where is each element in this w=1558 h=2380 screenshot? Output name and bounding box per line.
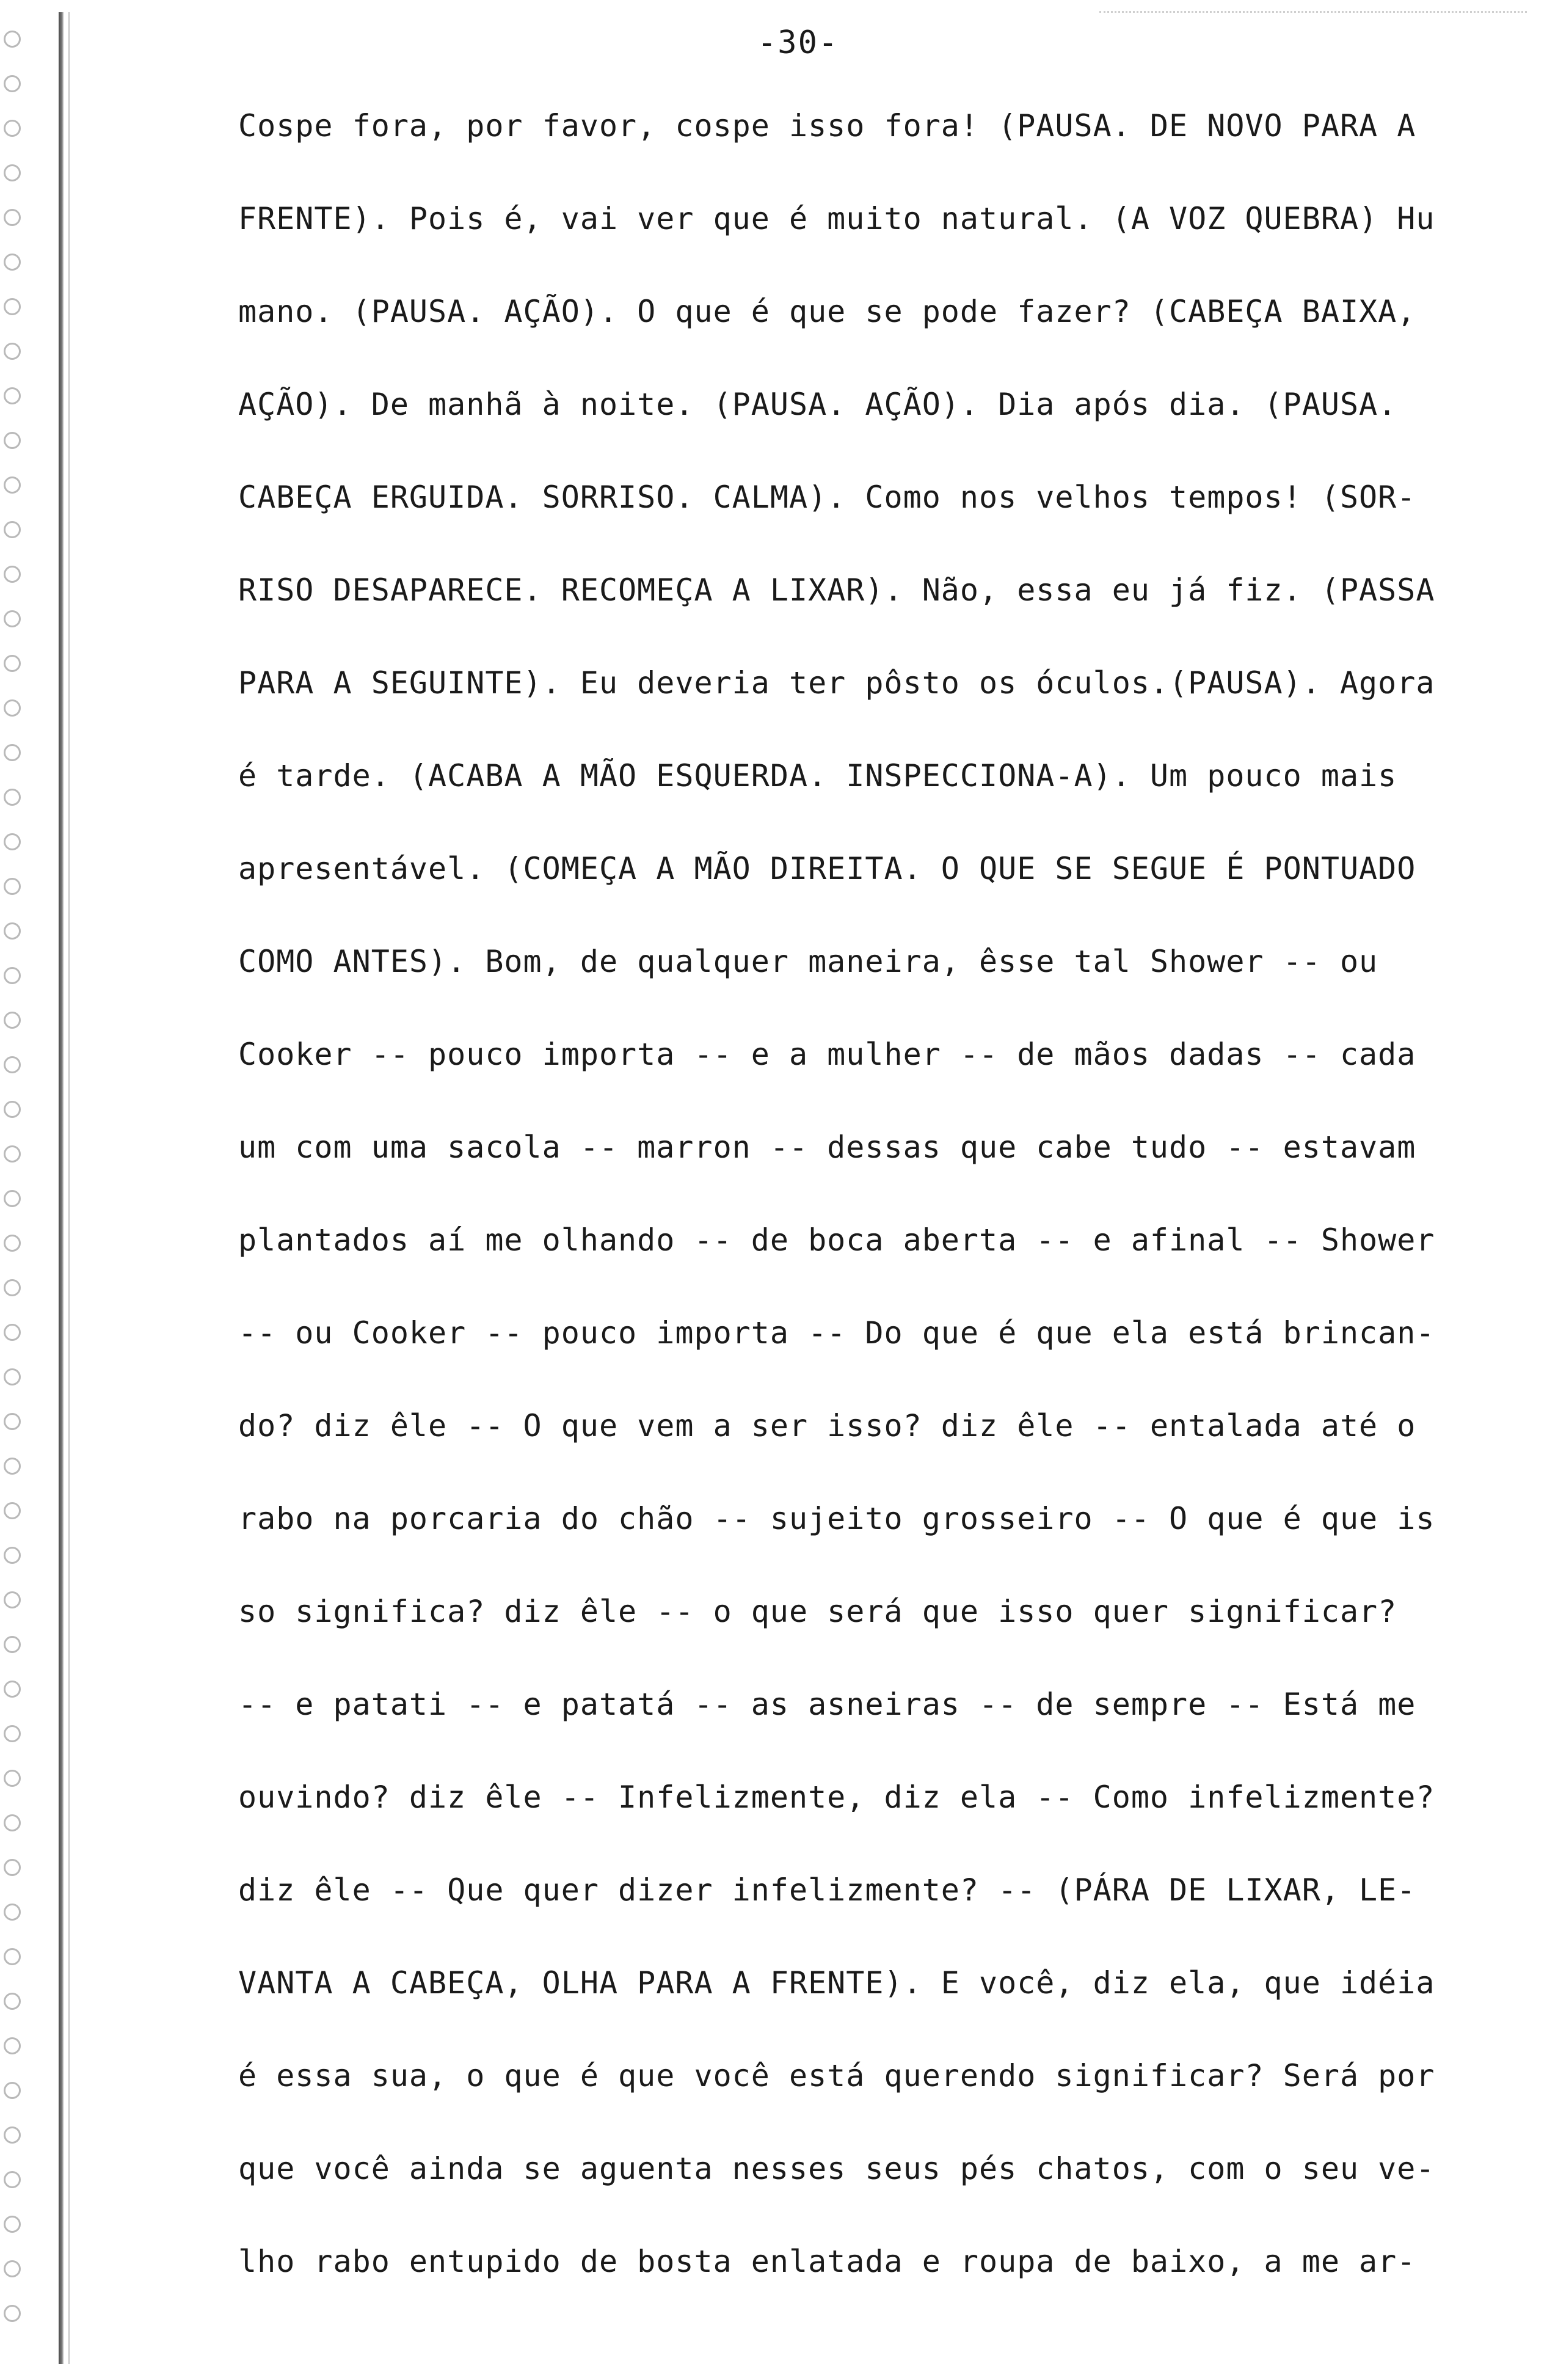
binder-hole (4, 209, 21, 226)
binder-hole (4, 1190, 21, 1207)
text-line: VANTA A CABEÇA, OLHA PARA A FRENTE). E você, diz ela, que idéia (238, 1965, 1435, 2001)
text-line: que você ainda se aguenta nesses seus pés chatos, com o seu ve- (238, 2151, 1435, 2186)
binder-hole (4, 1368, 21, 1385)
text-line: Cooker -- pouco importa -- e a mulher -- de mãos dadas -- cada (238, 1037, 1416, 1072)
text-line: plantados aí me olhando -- de boca aberta -- e afinal -- Shower (238, 1222, 1435, 1258)
binding-edge (59, 12, 64, 2364)
binder-hole (4, 1636, 21, 1653)
text-line: COMO ANTES). Bom, de qualquer maneira, êsse tal Shower -- ou (238, 944, 1378, 979)
binder-hole (4, 1725, 21, 1742)
text-line: PARA A SEGUINTE). Eu deveria ter pôsto os óculos.(PAUSA). Agora (238, 665, 1435, 701)
text-line: -- ou Cooker -- pouco importa -- Do que é que ela está brincan- (238, 1315, 1435, 1351)
binder-hole (4, 1814, 21, 1831)
text-line: é tarde. (ACABA A MÃO ESQUERDA. INSPECCIONA-A). Um pouco mais (238, 758, 1397, 794)
binding-edge-inner (68, 12, 70, 2364)
binder-hole (4, 75, 21, 92)
page-number: -30- (757, 24, 839, 61)
binder-hole (4, 1012, 21, 1029)
text-line: do? diz êle -- O que vem a ser isso? diz êle -- entalada até o (238, 1408, 1416, 1444)
binder-hole (4, 2216, 21, 2233)
binder-hole (4, 521, 21, 538)
binder-hole (4, 744, 21, 761)
binder-hole (4, 2171, 21, 2188)
text-line: um com uma sacola -- marron -- dessas que cabe tudo -- estavam (238, 1130, 1416, 1165)
binder-hole (4, 476, 21, 494)
binder-hole (4, 2305, 21, 2322)
text-line: CABEÇA ERGUIDA. SORRISO. CALMA). Como nos velhos tempos! (SOR- (238, 480, 1416, 515)
text-line: mano. (PAUSA. AÇÃO). O que é que se pode fazer? (CABEÇA BAIXA, (238, 294, 1416, 329)
text-line: ouvindo? diz êle -- Infelizmente, diz ela -- Como infelizmente? (238, 1780, 1435, 1815)
binder-hole (4, 1993, 21, 2010)
binder-hole (4, 1101, 21, 1118)
binder-hole (4, 566, 21, 583)
binder-hole (4, 833, 21, 850)
text-line: é essa sua, o que é que você está querendo significar? Será por (238, 2058, 1435, 2093)
binder-hole (4, 2037, 21, 2054)
binder-hole (4, 1948, 21, 1965)
binder-hole (4, 967, 21, 984)
binder-hole (4, 2082, 21, 2099)
binder-hole (4, 1413, 21, 1430)
binder-hole (4, 1145, 21, 1163)
binder-hole (4, 2260, 21, 2277)
text-line: -- e patati -- e patatá -- as asneiras -- de sempre -- Está me (238, 1687, 1416, 1722)
binder-hole (4, 432, 21, 449)
binder-hole (4, 164, 21, 181)
text-line: lho rabo entupido de bosta enlatada e roupa de baixo, a me ar- (238, 2244, 1416, 2279)
binder-hole (4, 1770, 21, 1787)
binder-hole (4, 31, 21, 48)
text-line: diz êle -- Que quer dizer infelizmente? -- (PÁRA DE LIXAR, LE- (238, 1872, 1416, 1908)
binder-hole (4, 387, 21, 404)
binder-hole (4, 254, 21, 271)
binder-hole (4, 298, 21, 315)
binder-hole (4, 655, 21, 672)
binder-hole (4, 699, 21, 717)
text-line: FRENTE). Pois é, vai ver que é muito natural. (A VOZ QUEBRA) Hu (238, 201, 1435, 236)
text-line: RISO DESAPARECE. RECOMEÇA A LIXAR). Não, essa eu já fiz. (PASSA (238, 572, 1435, 608)
binder-hole (4, 1859, 21, 1876)
text-line: so significa? diz êle -- o que será que isso quer significar? (238, 1594, 1397, 1629)
text-line: AÇÃO). De manhã à noite. (PAUSA. AÇÃO). Dia após dia. (PAUSA. (238, 387, 1397, 422)
binder-hole (4, 120, 21, 137)
top-edge-marks (1099, 11, 1527, 14)
binder-hole (4, 1904, 21, 1921)
text-line: apresentável. (COMEÇA A MÃO DIREITA. O QUE SE SEGUE É PONTUADO (238, 851, 1416, 886)
binder-hole (4, 878, 21, 895)
binder-hole (4, 2126, 21, 2144)
binder-hole (4, 1235, 21, 1252)
binder-hole (4, 1681, 21, 1698)
binder-hole (4, 1458, 21, 1475)
binder-hole (4, 610, 21, 627)
binder-hole (4, 1056, 21, 1073)
binder-hole (4, 922, 21, 940)
binder-hole (4, 343, 21, 360)
binder-hole (4, 1547, 21, 1564)
binder-hole (4, 1591, 21, 1608)
text-line: rabo na porcaria do chão -- sujeito grosseiro -- O que é que is (238, 1501, 1435, 1536)
typescript-text (238, 79, 1460, 2308)
binder-hole (4, 789, 21, 806)
binder-hole (4, 1502, 21, 1519)
binder-hole (4, 1324, 21, 1341)
binder-holes (4, 31, 28, 2352)
text-line: Cospe fora, por favor, cospe isso fora! (PAUSA. DE NOVO PARA A (238, 108, 1416, 144)
binder-hole (4, 1279, 21, 1296)
